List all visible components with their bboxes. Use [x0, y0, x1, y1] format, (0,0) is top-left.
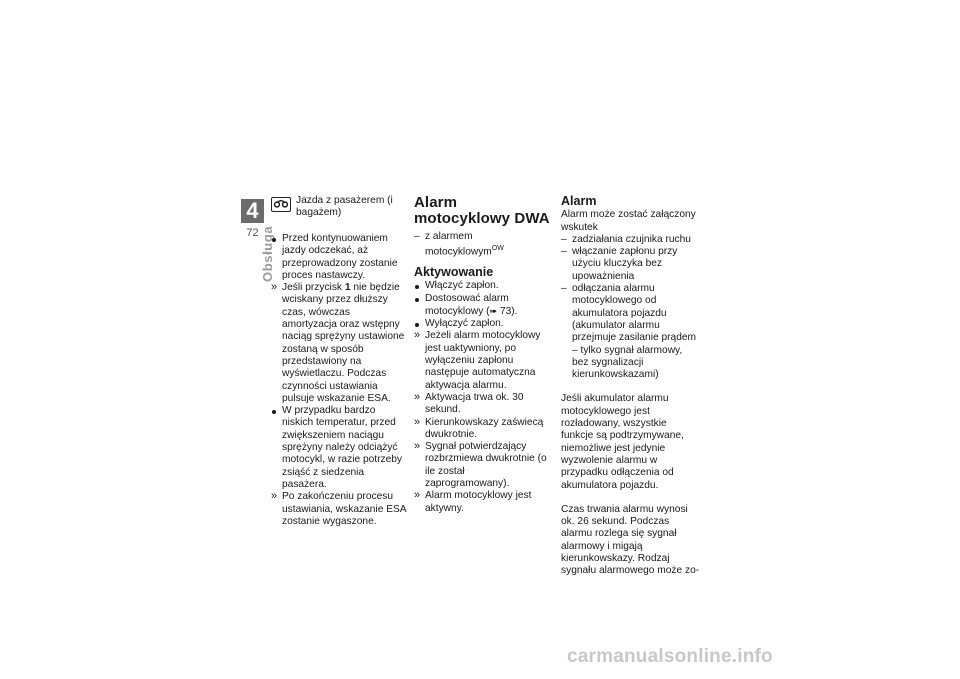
page-ref-arrow-icon: ➠ — [489, 305, 498, 316]
page-reference-link[interactable]: 73 — [499, 305, 512, 317]
column-passenger-setup — [271, 195, 407, 528]
button-reference: 1 — [344, 282, 351, 294]
activation-steps-list — [414, 280, 550, 515]
list-item: Przed kontynuowaniem jazdy odczekać, aż przeprowadzony zostanie proces nastawczy. — [282, 233, 398, 281]
chapter-number-tab: 4 — [241, 199, 264, 223]
passenger-icon — [271, 197, 291, 212]
option-note: – z alarmem motocyklowym$^{OW}$ — [414, 231, 504, 258]
list-item: zadziałania czujnika ruchu — [572, 233, 691, 245]
page-number: 72 — [246, 227, 259, 239]
list-item: Aktywacja trwa ok. 30 sekund. — [425, 391, 524, 416]
list-item: Po zakończeniu procesu ustawiania, wskazanie ESA zostanie wygaszone. — [282, 491, 407, 527]
list-item: Jeżeli alarm motocyklowy jest uaktywniony, po wyłączeniu zapłonu następuje automatyczna aktywacja alarmu. — [425, 330, 541, 391]
passenger-mode-text: Jazda z pasażerem (i bagażem) — [296, 195, 393, 219]
list-item: Dostosować alarm motocyklowy (➠ 73). — [425, 292, 518, 317]
column-alarm — [561, 195, 701, 578]
column-alarm-dwa — [414, 195, 550, 515]
list-item: Jeśli przycisk 1 nie będzie wciskany przez dłuższy czas, wówczas amortyzacja oraz wstępny naciąg sprężyny ustawione zostaną w sposób przedstawiony na wyświetlaczu. Podczas czynności ustawiania pulsuje wskazanie ESA. — [282, 282, 405, 404]
list-item: Alarm motocyklowy jest aktywny. — [425, 490, 532, 514]
list-item: odłączania alarmu motocyklowego od akumulatora pojazdu (akumulator alarmu przejmuje zasilanie prądem – tylko sygnał alarmowy, bez sygnalizacji kierunkowskazami) — [572, 283, 697, 381]
alarm-intro: Alarm może zostać załączony wskutek — [561, 209, 696, 233]
passenger-mode-row — [271, 195, 407, 225]
watermark: carmanualsonline.info — [567, 646, 773, 667]
option-code: OW — [491, 245, 504, 253]
subsection-title-activation: Aktywowanie — [414, 264, 494, 279]
duration-paragraph: Czas trwania alarmu wynosi ok. 26 sekund. Podczas alarmu rozlega się sygnał alarmowy i migają kierunkowskazy. Rodzaj sygnału alarmowego może zo- — [561, 503, 700, 577]
list-item: Wyłączyć zapłon. — [425, 318, 504, 330]
section-label: Obsługa — [260, 225, 275, 282]
section-title-dwa: Alarm motocyklowy DWA — [414, 194, 550, 227]
section-title-alarm: Alarm — [561, 194, 597, 208]
passenger-steps-list — [271, 233, 407, 528]
list-item: W przypadku bardzo niskich temperatur, przed zwiększeniem naciągu sprężyny należy odciążyć motocykl, w razie potrzeby zsiąść z siedzenia pasażera. — [282, 405, 403, 490]
list-item: Kierunkowskazy zaświecą dwukrotnie. — [425, 416, 544, 440]
list-item: Włączyć zapłon. — [425, 280, 499, 292]
list-item: włączanie zapłonu przy użyciu kluczyka bez upoważnienia — [572, 246, 678, 282]
list-item: Sygnał potwierdzający rozbrzmiewa dwukrotnie (o ile został zaprogramowany). — [425, 441, 547, 490]
alarm-triggers-list — [561, 234, 701, 382]
battery-paragraph: Jeśli akumulator alarmu motocyklowego jest rozładowany, wszystkie funkcje są podtrzymywane, niemożliwe jest jedynie wyzwolenie alarmu w przypadku odłączenia od akumulatora pojazdu. — [561, 393, 684, 491]
